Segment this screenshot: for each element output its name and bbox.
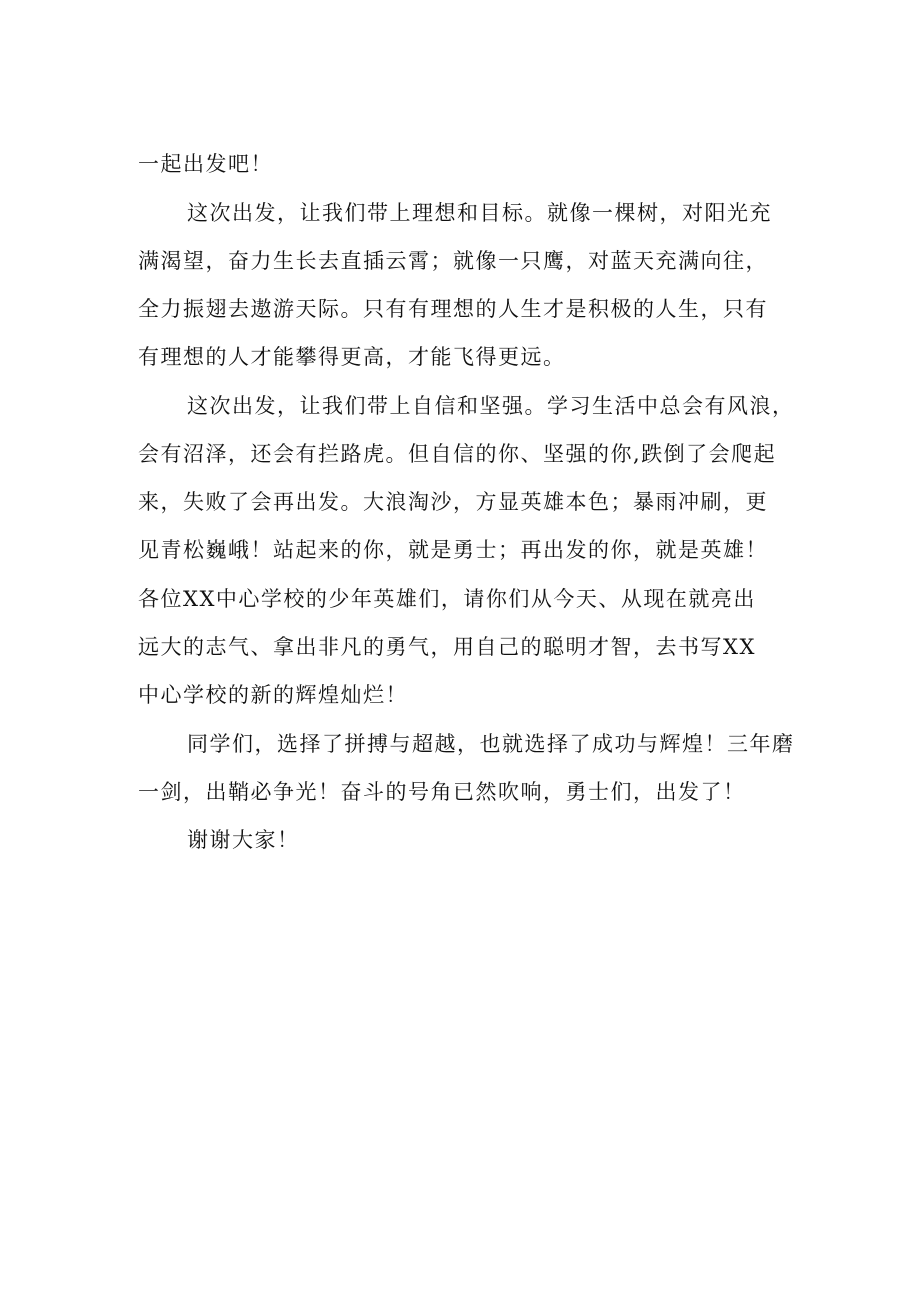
paragraph-first-line: 这次出发，让我们带上自信和坚强。学习生活中总会有风浪，	[187, 394, 795, 418]
text-line: 各位XX中心学校的少年英雄们，请你们从今天、从现在就亮出	[138, 587, 756, 611]
text-line: 会有沼泽，还会有拦路虎。但自信的你、坚强的你,跌倒了会爬起	[138, 442, 777, 466]
text-line: 远大的志气、拿出非凡的勇气，用自己的聪明才智，去书写XX	[138, 635, 756, 659]
text-line: 全力振翅去遨游天际。只有有理想的人生才是积极的人生，只有	[138, 297, 768, 321]
paragraph-first-line: 同学们，选择了拼搏与超越，也就选择了成功与辉煌！三年磨	[187, 732, 795, 756]
closing-line: 谢谢大家！	[187, 828, 300, 852]
text-line: 一剑，出鞘必争光！奋斗的号角已然吹响，勇士们，出发了！	[138, 780, 746, 804]
text-line: 满渴望，奋力生长去直插云霄；就像一只鹰，对蓝天充满向往，	[138, 249, 768, 273]
text-line: 来，失败了会再出发。大浪淘沙，方显英雄本色；暴雨冲刷，更	[138, 490, 768, 514]
text-line: 见青松巍峨！站起来的你，就是勇士；再出发的你，就是英雄！	[138, 538, 768, 562]
text-line: 有理想的人才能攀得更高，才能飞得更远。	[138, 345, 566, 369]
text-line: 一起出发吧！	[138, 152, 273, 176]
text-line: 中心学校的新的辉煌灿烂！	[138, 683, 408, 707]
paragraph-first-line: 这次出发，让我们带上理想和目标。就像一棵树，对阳光充	[187, 201, 772, 225]
